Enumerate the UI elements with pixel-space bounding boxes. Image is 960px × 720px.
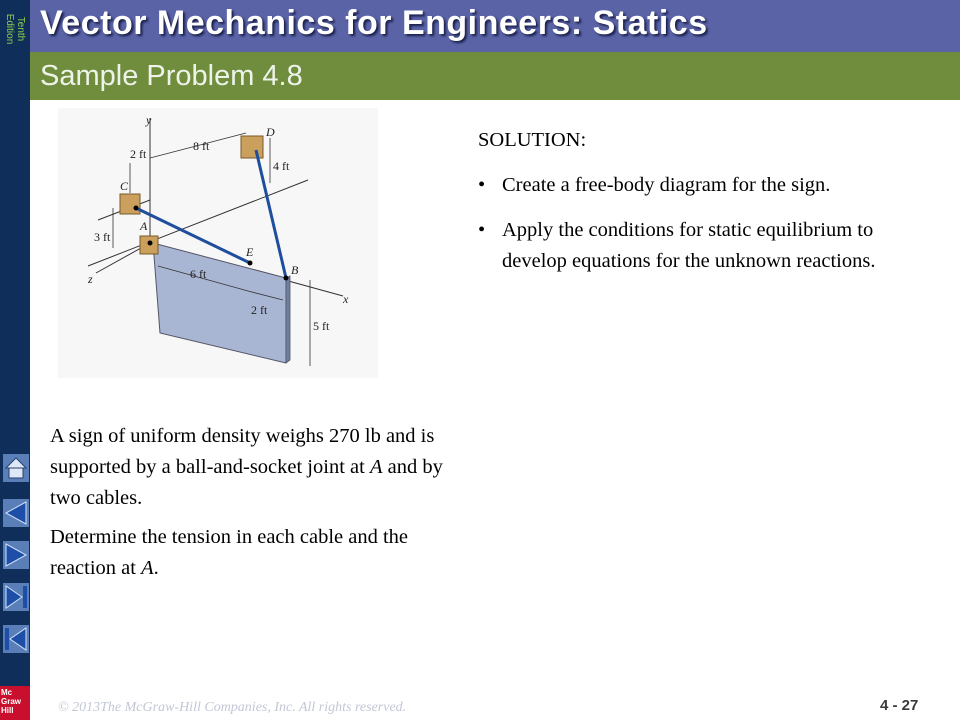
bracket-d bbox=[241, 136, 263, 158]
bullet-text: Create a free-body diagram for the sign. bbox=[502, 174, 831, 196]
home-nav-button[interactable] bbox=[2, 453, 30, 483]
dim-4ft: 4 ft bbox=[273, 159, 290, 173]
start-icon bbox=[2, 624, 30, 654]
bullet-text: Apply the conditions for static equilibrium to develop equations for the unknown reactions. bbox=[502, 219, 876, 272]
dim-2ft-top: 2 ft bbox=[130, 147, 147, 161]
problem-statement bbox=[50, 421, 470, 592]
sign-figure bbox=[58, 108, 378, 378]
bullet-dot: • bbox=[478, 174, 486, 196]
dim-2ft-low: 2 ft bbox=[251, 303, 268, 317]
bracket-c bbox=[120, 194, 140, 214]
logo-text: Mc Graw Hill bbox=[1, 688, 22, 715]
dim-3ft: 3 ft bbox=[94, 230, 111, 244]
solution-section bbox=[478, 125, 938, 291]
next-nav-button[interactable] bbox=[2, 540, 30, 570]
dim-8ft: 8 ft bbox=[193, 139, 210, 153]
sign-edge bbox=[286, 276, 290, 363]
sidebar bbox=[0, 0, 30, 720]
label-y: y bbox=[146, 113, 152, 127]
label-d: D bbox=[266, 125, 275, 139]
previous-nav-button[interactable] bbox=[2, 498, 30, 528]
label-x: x bbox=[343, 292, 349, 306]
dim-6ft: 6 ft bbox=[190, 267, 207, 281]
solution-bullet bbox=[478, 170, 938, 201]
page-number: 4 - 27 bbox=[880, 697, 919, 714]
bullet-dot: • bbox=[478, 219, 486, 241]
left-arrow-icon bbox=[2, 498, 30, 528]
problem-paragraph-2: Determine the tension in each cable and the reaction at A. bbox=[50, 526, 409, 579]
label-a: A bbox=[140, 219, 148, 233]
slide-title-bar bbox=[30, 52, 960, 100]
solution-bullet bbox=[478, 215, 938, 277]
edition-label: Tenth Edition bbox=[4, 13, 26, 45]
slide-title: Sample Problem 4.8 bbox=[40, 60, 303, 92]
dim-5ft: 5 ft bbox=[313, 319, 330, 333]
home-icon bbox=[2, 453, 30, 483]
copyright-text: © 2013The McGraw-Hill Companies, Inc. All rights reserved. bbox=[58, 700, 407, 715]
label-b: B bbox=[291, 263, 299, 277]
label-e: E bbox=[246, 245, 254, 259]
right-arrow-icon bbox=[2, 540, 30, 570]
mcgraw-hill-logo bbox=[0, 686, 30, 720]
first-nav-button[interactable] bbox=[2, 624, 30, 654]
sign-diagram bbox=[58, 108, 378, 378]
label-c: C bbox=[120, 179, 129, 193]
problem-paragraph-1: A sign of uniform density weighs 270 lb and is supported by a ball-and-socket joint at A and by two cables. bbox=[50, 425, 443, 509]
header-bar bbox=[30, 0, 960, 52]
end-icon bbox=[2, 582, 30, 612]
solution-heading: SOLUTION: bbox=[478, 129, 587, 151]
edition-badge bbox=[0, 0, 30, 60]
label-z: z bbox=[88, 272, 93, 286]
book-title: Vector Mechanics for Engineers: Statics bbox=[40, 4, 708, 42]
last-nav-button[interactable] bbox=[2, 582, 30, 612]
